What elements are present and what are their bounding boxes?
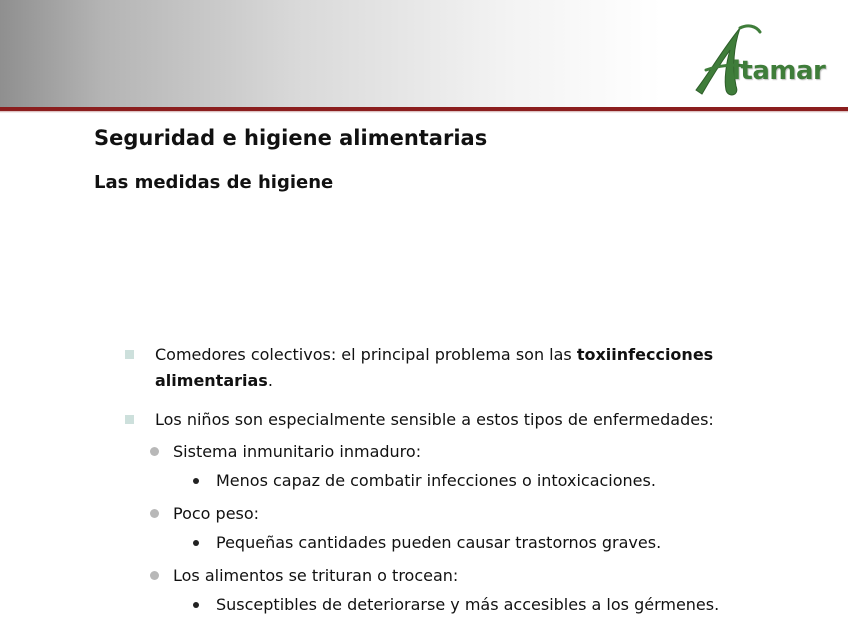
list-item: [155, 407, 714, 433]
list-item: [173, 501, 259, 527]
square-bullet-icon: [125, 350, 134, 359]
small-bullet-icon: [193, 478, 199, 484]
list-item: [173, 439, 421, 465]
bullet-text: .: [267, 371, 273, 390]
sub-bullet-text: Poco peso:: [173, 504, 260, 523]
list-item: [216, 530, 661, 556]
list-item-continuation: [155, 368, 273, 394]
sub-sub-bullet-text: Menos capaz de combatir infecciones o intoxicaciones.: [216, 471, 656, 490]
list-item: [173, 563, 458, 589]
slide-subtitle: Las medidas de higiene: [94, 172, 334, 193]
round-bullet-icon: [150, 509, 159, 518]
sub-sub-bullet-text: Pequeñas cantidades pueden causar trastornos graves.: [216, 533, 662, 552]
square-bullet-icon: [125, 415, 134, 424]
list-item: [155, 342, 713, 368]
small-bullet-icon: [193, 540, 199, 546]
sub-bullet-text: Sistema inmunitario inmaduro:: [173, 442, 422, 461]
bullet-text: Comedores colectivos: el principal problema son las: [155, 345, 577, 364]
altamar-logo: [688, 20, 838, 104]
header-rule-shadow: [0, 111, 848, 113]
small-bullet-icon: [193, 602, 199, 608]
round-bullet-icon: [150, 447, 159, 456]
sub-sub-bullet-text: Susceptibles de deteriorarse y más accesibles a los gérmenes.: [216, 595, 720, 614]
sub-bullet-text: Los alimentos se trituran o trocean:: [173, 566, 459, 585]
list-item: [216, 468, 656, 494]
bullet-bold-text: alimentarias: [155, 371, 268, 390]
slide-title: Seguridad e higiene alimentarias: [94, 126, 488, 150]
list-item: [216, 592, 719, 618]
logo-wordmark: ltamar: [732, 56, 826, 86]
bullet-bold-text: toxiinfecciones: [576, 345, 714, 364]
bullet-text: Los niños son especialmente sensible a estos tipos de enfermedades:: [155, 410, 714, 429]
round-bullet-icon: [150, 571, 159, 580]
